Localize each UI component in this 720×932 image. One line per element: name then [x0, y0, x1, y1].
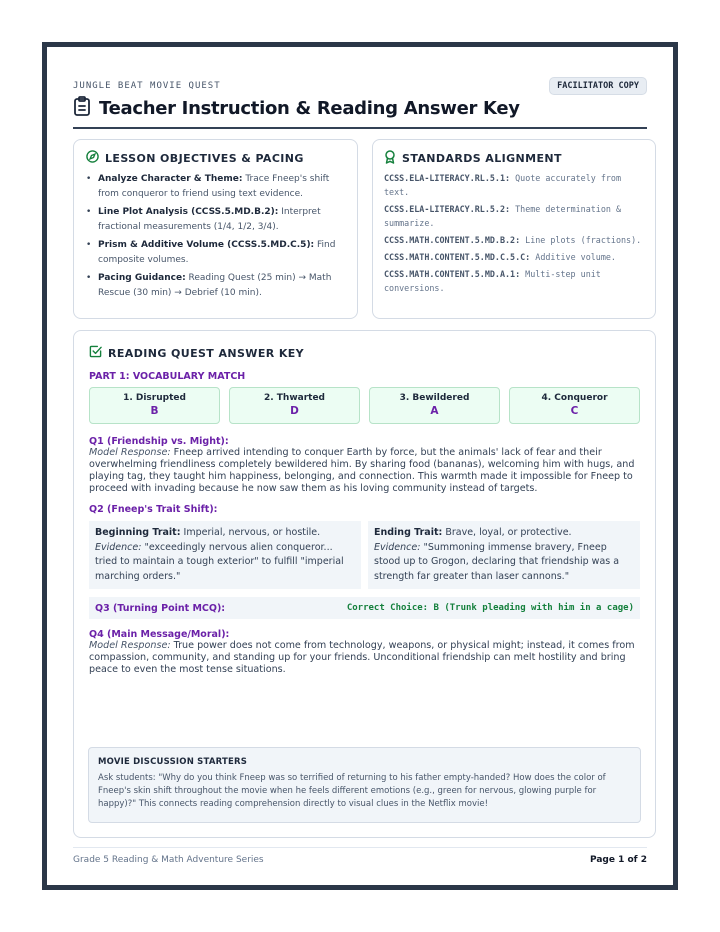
vocab-answer-box: 2. Thwarted D — [229, 387, 360, 424]
q3-correct-choice: Correct Choice: B (Trunk pleading with him in a cage) — [346, 603, 634, 613]
beginning-trait-box: Beginning Trait: Imperial, nervous, or hostile. Evidence: "exceedingly nervous alien conqueror... tried to maintain a tough exterior" to fulfill "imperial marching orders." — [89, 521, 361, 589]
objectives-list — [86, 172, 345, 300]
vocabulary-match — [89, 387, 640, 424]
standard-item: CCSS.MATH.CONTENT.5.MD.B.2: Line plots (fractions). — [384, 235, 642, 245]
standard-item: CCSS.ELA-LITERACY.RL.5.1: Quote accurately from text. — [384, 173, 621, 197]
trait-shift — [89, 521, 640, 589]
checkbox-icon — [89, 345, 108, 361]
discussion-starters-box — [88, 747, 641, 823]
vocab-answer-box: 1. Disrupted B — [89, 387, 220, 424]
title-divider — [73, 127, 647, 129]
lesson-objectives-card — [73, 139, 358, 319]
worksheet-page — [73, 47, 647, 885]
objective-item: • Prism & Additive Volume (CCSS.5.MD.C.5): Find composite volumes. — [86, 238, 345, 267]
objective-item: • Analyze Character & Theme: Trace Fneep's shift from conqueror to friend using text evidence. — [86, 172, 345, 201]
vocab-answer-box: 3. Bewildered A — [369, 387, 500, 424]
page-title: Teacher Instruction & Reading Answer Key — [99, 97, 520, 119]
q4-title: Q4 (Main Message/Moral): — [89, 629, 230, 640]
q3-title: Q3 (Turning Point MCQ): — [95, 602, 226, 614]
objectives-heading: LESSON OBJECTIVES & PACING — [86, 150, 345, 166]
compass-icon — [86, 150, 105, 166]
standard-item: CCSS.MATH.CONTENT.5.MD.C.5.C: Additive volume. — [384, 252, 616, 262]
q1-title: Q1 (Friendship vs. Might): — [89, 436, 229, 447]
discussion-heading: MOVIE DISCUSSION STARTERS — [98, 757, 248, 767]
q3-mcq-row — [89, 597, 640, 619]
objective-item: • Line Plot Analysis (CCSS.5.MD.B.2): Interpret fractional measurements (1/4, 1/2, 3/4). — [86, 205, 345, 234]
vocabulary-part-title: PART 1: VOCABULARY MATCH — [89, 371, 246, 382]
objective-item: • Pacing Guidance: Reading Quest (25 min) → Math Rescue (30 min) → Debrief (10 min). — [86, 271, 345, 300]
title-row — [73, 95, 647, 121]
ending-trait-box: Ending Trait: Brave, loyal, or protective. Evidence: "Summoning immense bravery, Fneep stood up to Grogon, declaring that friendship was a strength far greater than laser cannons." — [368, 521, 640, 589]
vocab-answer-box: 4. Conqueror C — [509, 387, 640, 424]
q1-response: Model Response: Fneep arrived intending to conquer Earth by force, but the animals' lack of fear and their overwhelming friendliness completely bewildered him. By sharing food (bananas), welcoming him with hugs, and playing tag, they taught him happiness, belonging, and connection. This warmth made it impossible for Fneep to proceed with invading because he now saw them as his loving community instead of targets. — [89, 447, 635, 494]
footer-series: Grade 5 Reading & Math Adventure Series — [73, 855, 264, 865]
q4-response: Model Response: True power does not come from technology, weapons, or physical might; instead, it comes from compassion, community, and standing up for your friends. Unconditional friendship can melt hostility and bring peace to even the most tense situations. — [89, 640, 635, 675]
award-icon — [384, 150, 402, 167]
standards-card — [372, 139, 656, 319]
discussion-text: Ask students: "Why do you think Fneep was so terrified of returning to his father empty-handed? How does the color of Fneep's skin shift throughout the movie when he feels different emotions (e.g., green for nervous, glowing purple for happy)?" This connects reading comprehension directly to visual clues in the Netflix movie! — [98, 773, 606, 809]
standards-heading: STANDARDS ALIGNMENT — [384, 150, 644, 167]
clipboard-icon — [73, 96, 99, 120]
page-number: Page 1 of 2 — [590, 855, 647, 865]
answer-key-card — [73, 330, 656, 838]
answer-key-heading: READING QUEST ANSWER KEY — [89, 345, 640, 361]
footer-divider — [73, 847, 647, 848]
standard-item: CCSS.MATH.CONTENT.5.MD.A.1: Multi-step unit conversions. — [384, 269, 601, 293]
q2-title: Q2 (Fneep's Trait Shift): — [89, 504, 218, 515]
page-frame — [42, 42, 678, 890]
series-label: JUNGLE BEAT MOVIE QUEST — [73, 81, 221, 91]
facilitator-badge: FACILITATOR COPY — [549, 77, 647, 95]
standard-item: CCSS.ELA-LITERACY.RL.5.2: Theme determination & summarize. — [384, 204, 621, 228]
